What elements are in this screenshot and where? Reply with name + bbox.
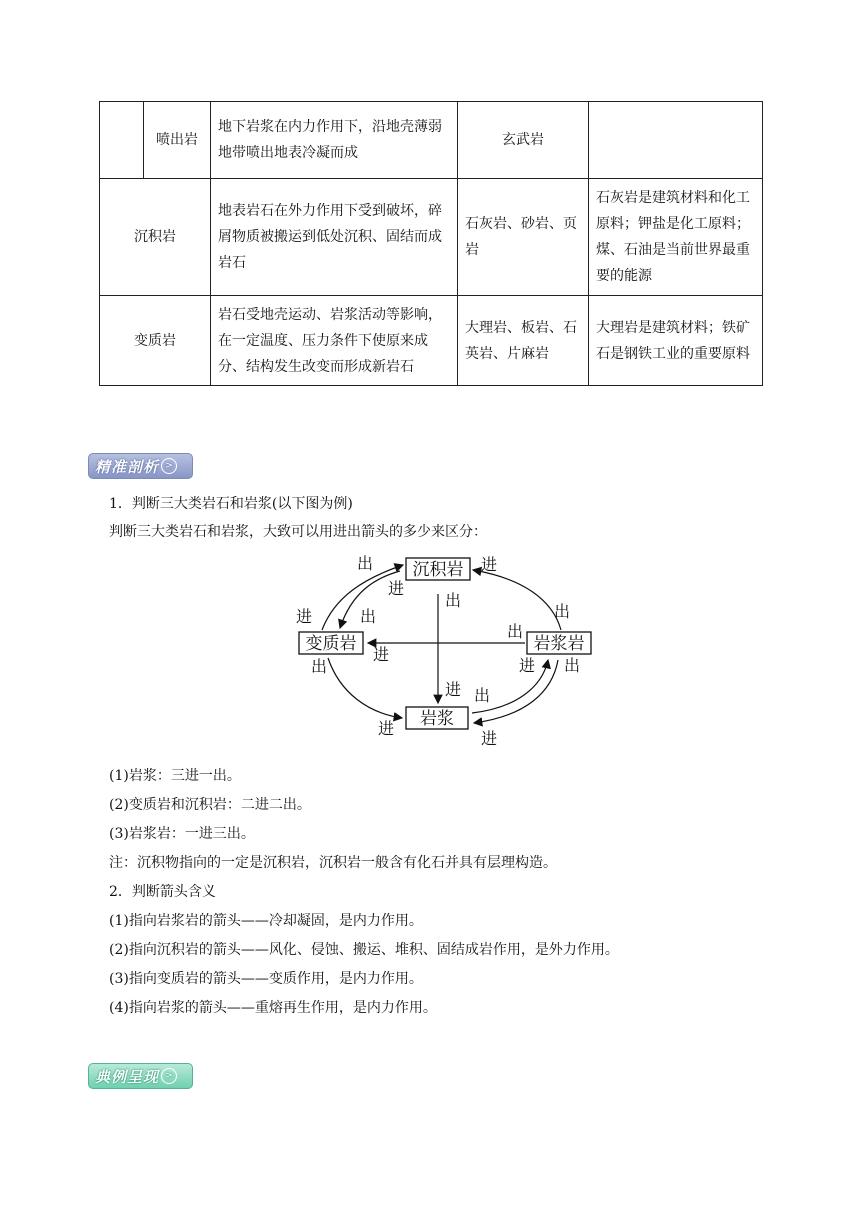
arrow-label-out: 出 — [474, 686, 491, 705]
section-badge-analysis — [88, 453, 193, 479]
node-label: 岩浆岩 — [533, 634, 585, 654]
table-cell-examples: 石灰岩、砂岩、页岩 — [458, 179, 589, 296]
intro-text: 判断三大类岩石和岩浆，大致可以用进出箭头的多少来区分： — [109, 524, 487, 540]
table-row — [100, 179, 763, 296]
arrow-label-out: 出 — [357, 554, 374, 573]
arrow-label-out: 出 — [554, 602, 571, 621]
arrow-label-in: 进 — [378, 719, 395, 738]
heading-1: 1．判断三大类岩石和岩浆(以下图为例) — [109, 496, 353, 512]
arrow-meaning-2: (2)指向沉积岩的箭头——风化、侵蚀、搬运、堆积、固结成岩作用，是外力作用。 — [109, 942, 619, 958]
node-label: 岩浆 — [420, 709, 454, 729]
arrow-label-in: 进 — [373, 645, 390, 664]
arrow-label-out: 出 — [564, 656, 581, 675]
section-badge-label: 典例呈现 — [95, 1067, 160, 1086]
table-cell-examples: 大理岩、板岩、石英岩、片麻岩 — [458, 296, 589, 386]
arrow-label-out: 出 — [311, 657, 328, 676]
heading-2: 2．判断箭头含义 — [109, 884, 216, 900]
table-cell-name: 变质岩 — [100, 296, 211, 386]
table-cell-name: 喷出岩 — [144, 102, 211, 179]
node-label: 沉积岩 — [412, 560, 464, 580]
arrow-label-in: 进 — [445, 680, 462, 699]
arrow-label-in: 进 — [519, 656, 536, 675]
section-badge-example — [88, 1063, 193, 1089]
table-cell-empty — [100, 102, 144, 179]
table-cell-formation: 岩石受地壳运动、岩浆活动等影响，在一定温度、压力条件下使原来成分、结构发生改变而形成新岩石 — [211, 296, 458, 386]
table-cell-formation: 地下岩浆在内力作用下，沿地壳薄弱地带喷出地表冷凝而成 — [211, 102, 458, 179]
arrow-label-out: 出 — [507, 622, 524, 641]
table-row — [100, 102, 763, 179]
rock-cycle-diagram — [280, 548, 600, 753]
arrow-meaning-3: (3)指向变质岩的箭头——变质作用，是内力作用。 — [109, 971, 423, 987]
arrow-metamorphic-to-magma — [328, 658, 402, 718]
table-cell-uses: 大理岩是建筑材料；铁矿石是钢铁工业的重要原料 — [589, 296, 763, 386]
arrow-label-in: 进 — [481, 555, 498, 574]
table-cell-formation: 地表岩石在外力作用下受到破坏，碎屑物质被搬运到低处沉积、固结而成岩石 — [211, 179, 458, 296]
table-cell-uses: 石灰岩是建筑材料和化工原料；钾盐是化工原料；煤、石油是当前世界最重要的能源 — [589, 179, 763, 296]
table-cell-name: 沉积岩 — [100, 179, 211, 296]
node-magma — [406, 707, 468, 729]
arrow-meaning-1: (1)指向岩浆岩的箭头——冷却凝固，是内力作用。 — [109, 913, 423, 929]
node-igneous — [527, 632, 591, 654]
node-metamorphic — [299, 632, 363, 654]
point-3: (3)岩浆岩：一进三出。 — [109, 826, 255, 842]
point-2: (2)变质岩和沉积岩：二进二出。 — [109, 797, 311, 813]
table-cell-uses — [589, 102, 763, 179]
point-1: (1)岩浆：三进一出。 — [109, 768, 241, 784]
rock-table — [99, 101, 763, 386]
chevron-right-icon: > — [161, 458, 177, 474]
node-sedimentary — [406, 558, 470, 580]
chevron-right-icon: > — [161, 1068, 177, 1084]
arrow-label-in: 进 — [481, 729, 498, 748]
node-label: 变质岩 — [305, 634, 357, 654]
table-row — [100, 296, 763, 386]
arrow-label-in: 进 — [388, 579, 405, 598]
arrow-label-out: 出 — [445, 591, 462, 610]
section-badge-label: 精准剖析 — [95, 457, 160, 476]
arrow-igneous-to-sedimentary — [473, 570, 561, 630]
arrow-label-in: 进 — [296, 607, 313, 626]
note-text: 注：沉积物指向的一定是沉积岩，沉积岩一般含有化石并具有层理构造。 — [109, 855, 557, 871]
table-cell-examples: 玄武岩 — [458, 102, 589, 179]
arrow-meaning-4: (4)指向岩浆的箭头——重熔再生作用，是内力作用。 — [109, 1000, 437, 1016]
arrow-label-out: 出 — [360, 607, 377, 626]
